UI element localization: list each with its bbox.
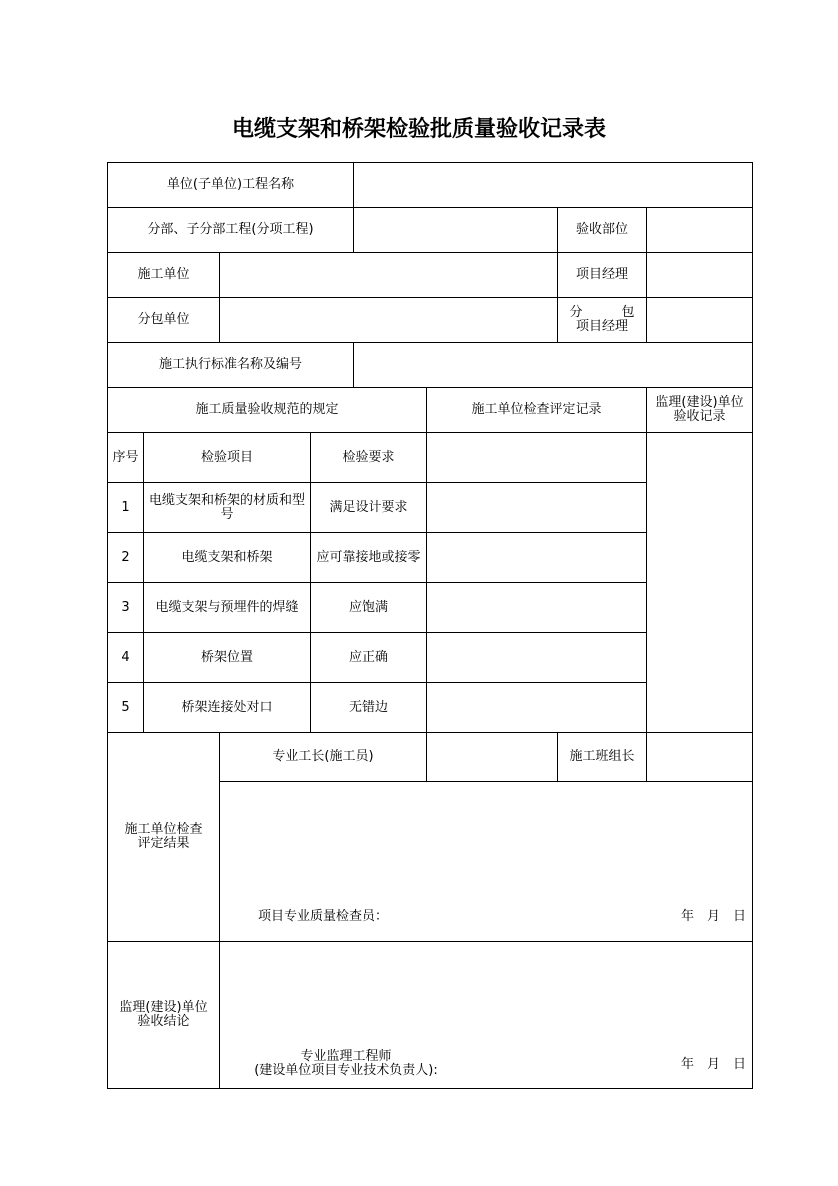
row-no: 5: [107, 682, 144, 733]
supervisor-conclusion-label: [107, 941, 220, 1089]
division-project-field[interactable]: [353, 207, 558, 253]
row-check-field[interactable]: [426, 632, 647, 683]
row-no: 2: [107, 532, 144, 583]
row-requirement: 应正确: [310, 632, 427, 683]
construction-unit-label: 施工单位: [107, 252, 220, 298]
subcontract-pm-label: [557, 297, 647, 343]
team-leader-label: 施工班组长: [557, 732, 647, 782]
unit-project-name-field[interactable]: [353, 162, 753, 208]
subcontract-pm-line2: 项目经理: [575, 319, 628, 334]
division-project-label: 分部、子分部工程(分项工程): [107, 207, 354, 253]
row-check-field[interactable]: [426, 482, 647, 533]
project-manager-field[interactable]: [646, 252, 753, 298]
col-no-header: 序号: [107, 432, 144, 483]
standard-name-field[interactable]: [353, 342, 753, 388]
form-title: 电缆支架和桥架检验批质量验收记录表: [231, 116, 606, 142]
row-item: 电缆支架和桥架: [143, 532, 311, 583]
subcontract-unit-field[interactable]: [219, 297, 558, 343]
col-item-header: 检验项目: [143, 432, 311, 483]
quality-inspector-label: 项目专业质量检查员：: [258, 909, 389, 924]
row-check-field[interactable]: [426, 682, 647, 733]
result-date: 年 月 日: [681, 909, 747, 924]
subcontract-pm-line1: 分 包: [569, 305, 635, 320]
construction-check-header: 施工单位检查评定记录: [426, 387, 647, 433]
supervisor-conclusion-line2: 验收结论: [137, 1014, 190, 1029]
row-requirement: 无错边: [310, 682, 427, 733]
construction-unit-field[interactable]: [219, 252, 558, 298]
spec-rules-header: 施工质量验收规范的规定: [107, 387, 427, 433]
standard-name-label: 施工执行标准名称及编号: [107, 342, 354, 388]
supervisor-conclusion-line1: 监理(建设)单位: [119, 1000, 208, 1015]
project-manager-label: 项目经理: [557, 252, 647, 298]
acceptance-location-label: 验收部位: [557, 207, 647, 253]
acceptance-location-field[interactable]: [646, 207, 753, 253]
row-item: 桥架连接处对口: [143, 682, 311, 733]
row-item: 电缆支架与预埋件的焊缝: [143, 582, 311, 633]
team-leader-field[interactable]: [646, 732, 753, 782]
supervisor-header-line2: 验收记录: [673, 409, 726, 424]
supervisor-record-field[interactable]: [646, 432, 753, 733]
row-item: 桥架位置: [143, 632, 311, 683]
row-no: 4: [107, 632, 144, 683]
supervisor-record-header: [646, 387, 753, 433]
supervisor-header-line1: 监理(建设)单位: [655, 395, 744, 410]
construction-result-label: [107, 732, 220, 942]
construction-result-line1: 施工单位检查: [124, 822, 203, 837]
engineer-line2: (建设单位项目专业技术负责人):: [254, 1063, 438, 1078]
unit-project-name-label: 单位(子单位)工程名称: [107, 162, 354, 208]
conclusion-date: 年 月 日: [681, 1057, 747, 1072]
row-requirement: 应饱满: [310, 582, 427, 633]
foreman-field[interactable]: [426, 732, 558, 782]
row-requirement: 满足设计要求: [310, 482, 427, 533]
construction-result-line2: 评定结果: [137, 836, 190, 851]
col-requirement-header: 检验要求: [310, 432, 427, 483]
engineer-line1: 专业监理工程师: [300, 1049, 392, 1064]
row-check-field[interactable]: [426, 532, 647, 583]
construction-check-cell[interactable]: [426, 432, 647, 483]
subcontract-pm-field[interactable]: [646, 297, 753, 343]
row-requirement: 应可靠接地或接零: [310, 532, 427, 583]
foreman-label: 专业工长(施工员): [219, 732, 427, 782]
row-check-field[interactable]: [426, 582, 647, 633]
row-no: 3: [107, 582, 144, 633]
row-no: 1: [107, 482, 144, 533]
subcontract-unit-label: 分包单位: [107, 297, 220, 343]
supervising-engineer-label: [246, 1050, 446, 1078]
row-item: 电缆支架和桥架的材质和型号: [143, 482, 311, 533]
